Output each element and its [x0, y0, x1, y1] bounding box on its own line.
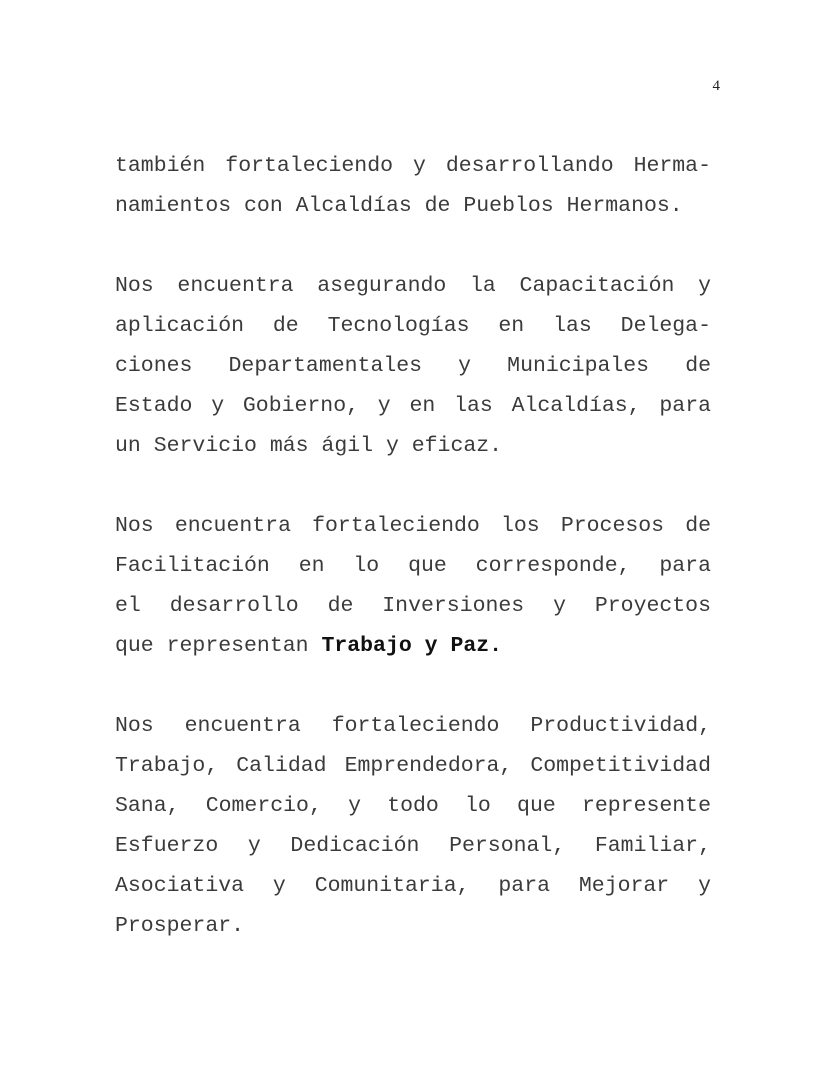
paragraph-4-line-2: Trabajo, Calidad Emprendedora, Competitividad — [115, 754, 711, 778]
bold-phrase-trabajo-y-paz: Trabajo y Paz. — [321, 634, 503, 658]
paragraph-3-line-3: el desarrollo de Inversiones y Proyectos — [115, 594, 711, 618]
paragraph-1-line-2: namientos con Alcaldías de Pueblos Hermanos. — [115, 194, 683, 218]
paragraph-3-line-4 — [115, 631, 711, 661]
paragraph-3-line-1: Nos encuentra fortaleciendo los Procesos de — [115, 514, 711, 538]
paragraph-2-line-5: un Servicio más ágil y eficaz. — [115, 434, 503, 458]
paragraph-4-line-4: Esfuerzo y Dedicación Personal, Familiar, — [115, 834, 711, 858]
paragraph-4-line-5: Asociativa y Comunitaria, para Mejorar y — [115, 874, 711, 898]
page-number: 4 — [712, 78, 720, 94]
paragraph-4-line-6: Prosperar. — [115, 914, 245, 938]
paragraph-3-line-2: Facilitación en lo que corresponde, para — [115, 554, 711, 578]
paragraph-4-line-3: Sana, Comercio, y todo lo que represente — [115, 794, 711, 818]
paragraph-2-line-1: Nos encuentra asegurando la Capacitación y — [115, 274, 711, 298]
paragraph-4-line-1: Nos encuentra fortaleciendo Productividad, — [115, 714, 711, 738]
paragraph-2-line-3: ciones Departamentales y Municipales de — [115, 354, 711, 378]
paragraph-2-line-2: aplicación de Tecnologías en las Delega- — [115, 314, 711, 338]
paragraph-2-line-4: Estado y Gobierno, y en las Alcaldías, para — [115, 394, 711, 418]
paragraph-1-line-1: también fortaleciendo y desarrollando Herma- — [115, 154, 711, 178]
paragraph-3-line-4-text: que representan — [115, 634, 322, 658]
